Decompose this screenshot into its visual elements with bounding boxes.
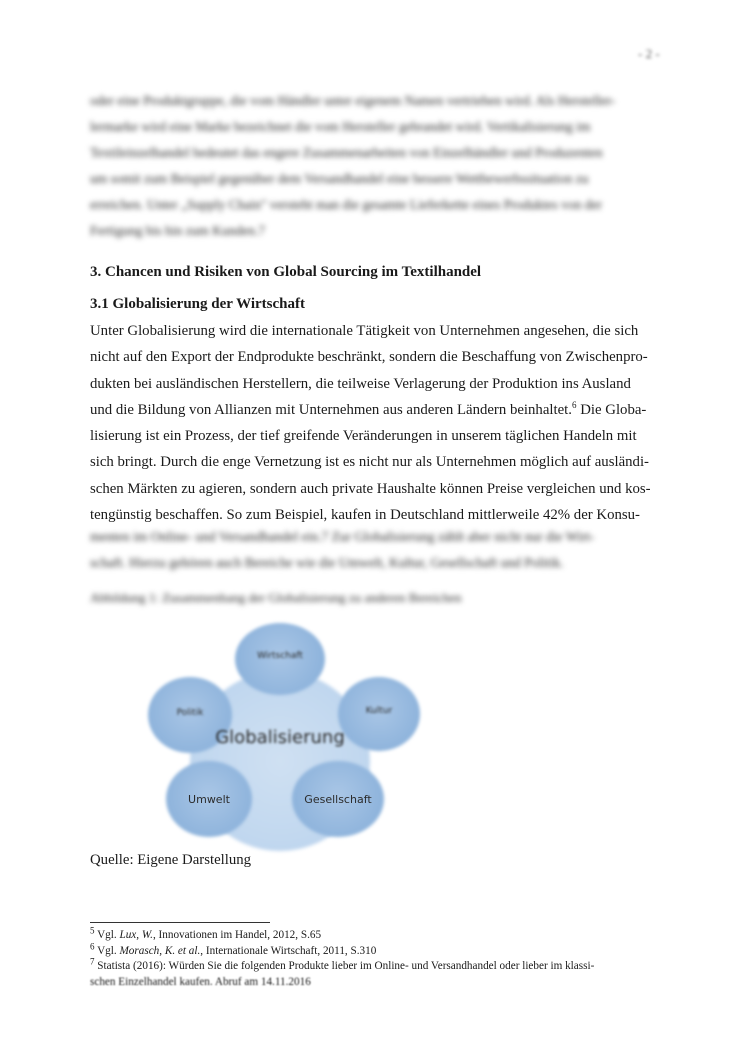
text-line: sich bringt. Durch die enge Vernetzung ist es nicht nur als Unternehmen möglich auf ausländi- — [90, 454, 649, 471]
subsection-heading: 3.1 Globalisierung der Wirtschaft — [90, 296, 306, 312]
text-line: Unter Globalisierung wird die internationale Tätigkeit von Unternehmen angesehen, die sich — [90, 323, 639, 339]
footnote-number: 5 — [90, 925, 95, 936]
text-line: Textileinzelhandel bedeutet das engere Zusammenarbeiten von Einzelhändler und Produzenten — [90, 145, 603, 160]
footnote-ref: 6 — [572, 399, 577, 410]
footnote: schen Einzelhandel kaufen. Abruf am 14.11.2016 — [90, 975, 311, 988]
text-line: menten im Online- und Versandhandel ein.7 Zur Globalisierung zählt aber nicht nur die Wirt- — [90, 529, 595, 544]
footnote-text: Statista (2016): Würden Sie die folgenden Produkte lieber im Online- und Versandhandel oder lieber im klassi- — [94, 960, 595, 972]
body-paragraph — [90, 318, 660, 528]
footnote-text: Vgl. — [94, 944, 120, 957]
figure-caption: Abbildung 1: Zusammenhang der Globalisierung zu anderen Bereichen — [90, 590, 462, 605]
text-line — [90, 397, 660, 423]
footnote — [90, 940, 660, 960]
footnote-text: , Internationale Wirtschaft, 2011, S.310 — [200, 944, 377, 957]
text-fragment: Die Globa- — [576, 401, 647, 418]
text-line: tengünstig beschaffen. So zum Beispiel, kaufen in Deutschland mittlerweile 42% der Konsu- — [90, 507, 640, 524]
text-line: nicht auf den Export der Endprodukte beschränkt, sondern die Beschaffung von Zwischenpro- — [90, 349, 648, 366]
footnote — [90, 925, 660, 944]
node-label-bottom-right: Gesellschaft — [304, 793, 372, 806]
footnote-author: Lux, W. — [119, 929, 153, 941]
text-line: schen Märkten zu agieren, sondern auch private Haushalte können Preise vergleichen und kos- — [90, 480, 651, 497]
node-label-left: Politik — [176, 708, 204, 718]
page-number: - 2 - — [638, 46, 660, 61]
center-label: Globalisierung — [215, 727, 345, 748]
text-line: oder eine Produktgruppe, die vom Händler unter eigenem Namen vertrieben wird. Als Hersteller- — [90, 93, 616, 108]
footnote-text: Vgl. — [94, 929, 120, 941]
node-label-right: Kultur — [365, 706, 393, 716]
globalization-diagram — [150, 615, 420, 840]
text-line: lermarke wird eine Marke bezeichnet die vom Hersteller gebrandet wird. Vertikalisierung im — [90, 119, 591, 134]
footnote-author: Morasch, K. et al. — [119, 944, 201, 957]
text-line: um somit zum Beispiel gegenüber dem Versandhandel eine bessere Wettbewerbssituation zu — [90, 171, 589, 186]
text-line: erreichen. Unter „Supply Chain" versteht man die gesamte Lieferkette eines Produktes von der — [90, 197, 602, 212]
footnotes — [90, 925, 660, 990]
footnote-text: , Innovationen im Handel, 2012, S.65 — [152, 929, 322, 941]
footnote — [90, 956, 660, 975]
text-line: schaft. Hierzu gehören auch Bereiche wie die Umwelt, Kultur, Gesellschaft und Politik. — [90, 555, 564, 570]
footnote-number: 7 — [90, 956, 95, 967]
footnote-number: 6 — [90, 940, 95, 951]
text-line: dukten bei ausländischen Herstellern, die teilweise Verlagerung der Produktion ins Ausland — [90, 375, 631, 392]
node-label-bottom-left: Umwelt — [188, 793, 230, 806]
section-heading: 3. Chancen und Risiken von Global Sourcing im Textilhandel — [90, 264, 482, 280]
text-fragment: und die Bildung von Allianzen mit Unternehmen aus anderen Ländern beinhaltet. — [90, 401, 572, 418]
blurred-paragraph — [90, 524, 660, 576]
text-line: lisierung ist ein Prozess, der tief greifende Veränderungen in unserem täglichen Handeln mit — [90, 428, 637, 445]
figure-source: Quelle: Eigene Darstellung — [90, 852, 252, 868]
intro-paragraph — [90, 88, 660, 244]
footnote-divider — [90, 922, 270, 923]
node-label-top: Wirtschaft — [257, 651, 303, 661]
text-line: Fertigung bis hin zum Kunden.7 — [90, 223, 266, 238]
